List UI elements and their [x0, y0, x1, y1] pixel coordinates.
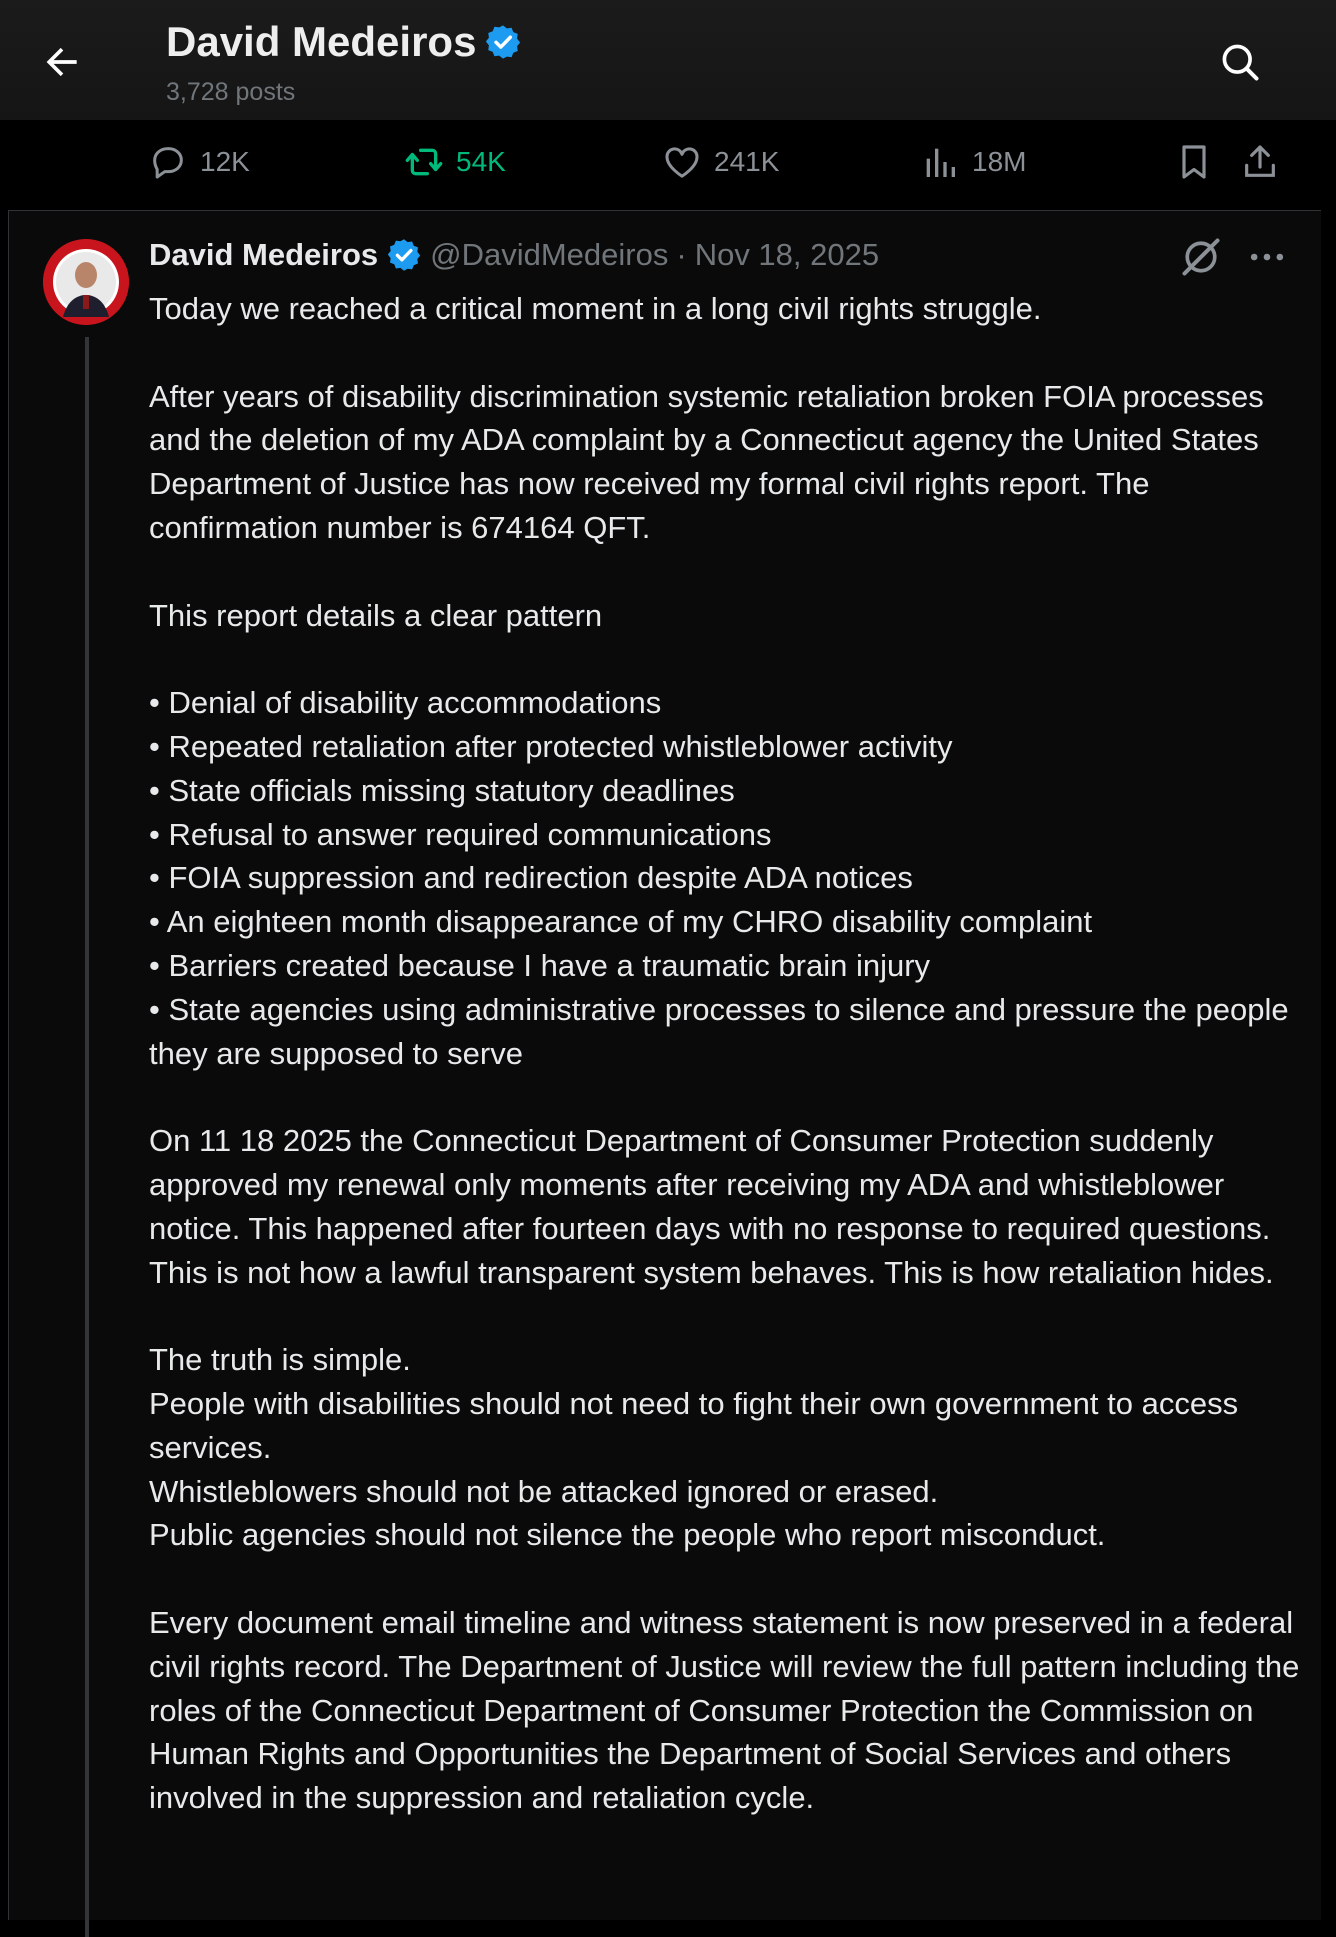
profile-header [0, 0, 1336, 120]
verified-badge-icon [386, 237, 422, 273]
post-action-bar [8, 120, 1320, 210]
post-card[interactable] [8, 210, 1321, 1920]
views-count: 18M [972, 146, 1027, 177]
author-name[interactable]: David Medeiros [149, 237, 379, 272]
avatar[interactable] [43, 239, 129, 325]
reply-count: 12K [200, 146, 250, 177]
post-header [149, 237, 879, 273]
share-icon[interactable] [1240, 142, 1280, 182]
thread-line [85, 337, 89, 1937]
repost-button[interactable] [404, 142, 506, 182]
repost-icon [404, 142, 444, 182]
reply-button[interactable] [148, 142, 250, 182]
views-icon [920, 142, 960, 182]
more-icon[interactable] [1245, 235, 1289, 279]
post-date[interactable]: Nov 18, 2025 [694, 237, 880, 272]
heart-icon [662, 142, 702, 182]
verified-badge-icon [484, 23, 522, 61]
search-icon[interactable] [1218, 40, 1262, 84]
page-title: David Medeiros [166, 18, 477, 65]
repost-count: 54K [456, 146, 506, 177]
like-button[interactable] [662, 142, 779, 182]
grok-icon[interactable] [1179, 235, 1223, 279]
views-button[interactable] [920, 142, 1026, 182]
like-count: 241K [714, 146, 780, 177]
post-text: Today we reached a critical moment in a long civil rights struggle. After years of disability discrimination systemic retaliation broken FOIA processes and the deletion of my ADA complaint by a Connecticut agency the United States Department of Justice has now received my formal civil rights report. The confirmation number is 674164 QFT. This report details a clear pattern • Denial of disability accommodations • Repeated retaliation after protected whistleblower activity • State officials missing statutory deadlines • Refusal to answer required communications • FOIA suppression and redirection despite ADA notices • An eighteen month disappearance of my CHRO disability complaint • Barriers created because I have a traumatic brain injury • State agencies using administrative processes to silence and pressure the people they are supposed to serve On 11 18 2025 the Connecticut Department of Consumer Protection suddenly approved my renewal only moments after receiving my ADA and whistleblower notice. This happened after fourteen days with no response to required questions. This is not how a lawful transparent system behaves. This is how retaliation hides. The truth is simple. People with disabilities should not need to fight their own government to access services. Whistleblowers should not be attacked ignored or erased. Public agencies should not silence the people who report misconduct. Every document email timeline and witness statement is now preserved in a federal civil rights record. The Department of Justice will review the full pattern including the roles of the Connecticut Department of Consumer Protection the Commission on Human Rights and Opportunities the Department of Social Services and others involved in the suppression and retaliation cycle. [149, 291, 1300, 1816]
author-handle[interactable]: @DavidMedeiros [430, 237, 669, 272]
posts-count: 3,728 posts [166, 78, 296, 106]
header-separator: · [676, 237, 687, 272]
header-title-row [166, 16, 522, 68]
reply-icon [148, 142, 188, 182]
avatar-logo [43, 239, 129, 325]
bookmark-icon[interactable] [1174, 142, 1214, 182]
arrow-left-icon[interactable] [40, 40, 84, 84]
